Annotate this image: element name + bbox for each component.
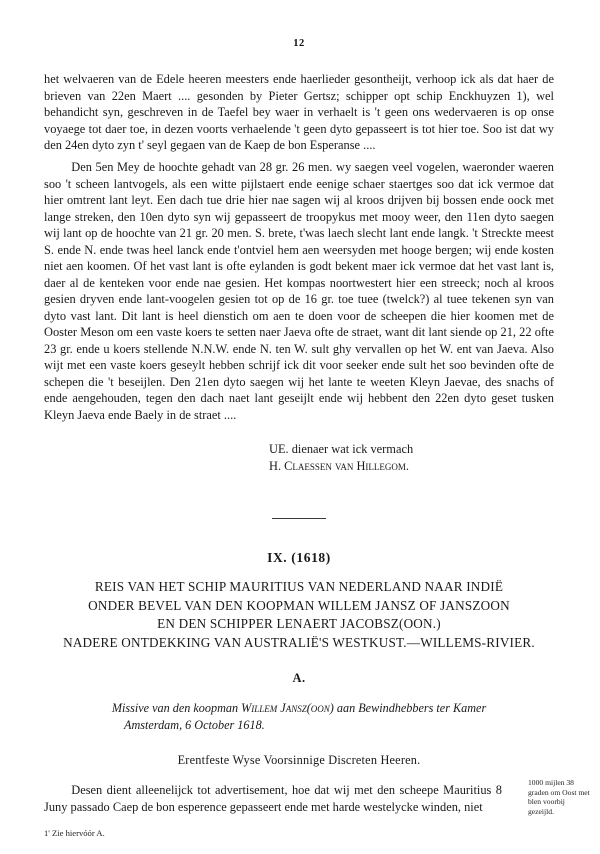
missive-heading bbox=[44, 700, 554, 735]
letter-signature bbox=[269, 441, 554, 476]
chapter-number bbox=[44, 550, 554, 566]
chapter-title-line-2: ONDER BEVEL VAN DEN KOOPMAN WILLEM JANSZ OF JANSZOON bbox=[88, 597, 510, 613]
page-number: 12 bbox=[293, 38, 305, 49]
chapter-title-line-4: NADERE ONTDEKKING VAN AUSTRALIË'S WESTKUST.—WILLEMS-RIVIER. bbox=[63, 635, 535, 650]
missive-author-name: Willem Jansz(oon) bbox=[241, 700, 334, 715]
missive-text-b: aan Bewindhebbers ter Kamer bbox=[333, 700, 487, 715]
section-letter: A. bbox=[292, 670, 306, 685]
divider-rule bbox=[272, 518, 326, 519]
chapter-year: (1618) bbox=[291, 549, 331, 565]
chapter-title-line-3: EN DEN SCHIPPER LENAERT JACOBSZ(OON.) bbox=[157, 616, 441, 632]
signature-line-1: UE. dienaer wat ick vermach bbox=[269, 442, 414, 457]
letter-paragraph-2: Den 5en Mey de hoochte gehadt van 28 gr. 26 men. wy saegen veel vogelen, waeronder waeren soo 't scheen lantvogels, als een witte pijlstaert ende eenige schaer staertges soo dat ick vermoe dat hier omtrent lant leyt. Een dach tue drie hier nae sagen wij al kroos drijven bij bossen ende oock met lange streken, den 10en dyto syn wij gepasseert de troopykus met mooy weer, den 11en dyto saegen wij lant op de hoochte van 21 gr. 20 men. S. brete, t'was laech slecht lant ende langk. 't Streckte meest S. ende N. ende twas heel lanck ende t'ontviel hem aen weersyden met hooge bergen; wij ende kosten niet aen koomen. Of het vast lant is ofte eylanden is godt bekent maer ick vermoe dat het vast lant is, daer al de kenteken voor ende nae gesien. Het kompas noortwestert hier een streeck; noch al kroos gesien dryven ende lant-voogelen gesien tot op de 16 gr. toe tuee (twelck?) al tuee tekenen syn van dyto vast lant. Dit lant is heel dienstich om aen te doen voor de scheepen die hier koomen met de Ooster Meson om een vaste koers te setten naer Jaeva ofte de straet, want dit lant siende op 21, 22 ofte 23 gr. ende u koers stellende N.N.W. ende N. ten W. sult ghy vervallen op het W. ent van Jaeva. Also wijt met een vaste koers geseylt hebben schrijf ick dit voor seeker ende sult het soo bevinden ofte de schepen die 't beseijlen. Den 21en dyto saegen wij het lante te weeten Kleyn Jaevae, des snachs of ende aengehouden, tegen den dach naet lant geseijlt ende wij hebbent den 22en dyto geset tusken Kleyn Jaeva ende Baely in de straet .... bbox=[44, 160, 554, 422]
addressee-line: Erentfeste Wyse Voorsinnige Discreten Heeren. bbox=[177, 753, 421, 768]
chapter-title-line-1: REIS VAN HET SCHIP MAURITIUS VAN NEDERLAND NAAR INDIË bbox=[94, 578, 504, 594]
footnote: 1' Zie hiervóór A. bbox=[44, 828, 105, 838]
letter-paragraph-1: het welvaeren van de Edele heeren meesters ende haerlieder gesontheijt, verhoop ick als dat haer de brieven van 22en Maert .... gesonden by Pieter Gertsz; schipper opt schip Enckhuyzen 1), wel behandicht syn, geschreven in de Taefel bey waer in verhaelt is 't geen ons wedervaeren is op onse voyaege tot daer toe, in dezen voorts verhaelende 't geen dyto gepasseert is tot hier toe. Soo ist dat wy den 24en dyto zyn t' seyl gegaen van de Kaep de bon Esperanse .... bbox=[44, 72, 554, 152]
signature-line-2: H. Claessen van Hillegom. bbox=[269, 459, 409, 474]
section-divider bbox=[44, 506, 554, 524]
marginal-note: 1000 mijlen 38 graden om Oost met blen voorbij gezeijld. bbox=[528, 778, 590, 817]
chapter-title bbox=[44, 578, 554, 653]
final-paragraph: Desen dient alleenelijck tot advertisement, hoe dat wij met den scheepe Mauritius 8 Juny passado Caep de bon esperence gepasseert ende met harde westelycke winden, niet bbox=[44, 783, 502, 814]
chapter-roman-numeral: IX. bbox=[267, 549, 288, 565]
missive-place-date: Amsterdam, 6 October 1618. bbox=[124, 718, 265, 733]
missive-text-a: Missive van den koopman bbox=[111, 700, 242, 715]
